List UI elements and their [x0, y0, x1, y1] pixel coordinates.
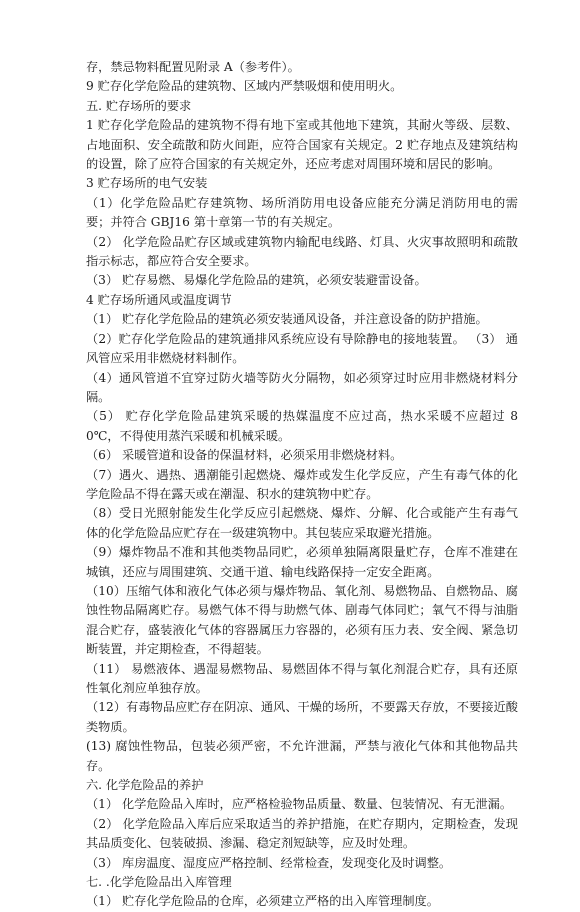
subsection-heading: 3 贮存场所的电气安装: [86, 176, 208, 191]
paragraph: （9）爆炸物品不准和其他类物品同贮，必须单独隔离限量贮存，仓库不准建在城镇，还应与周围建筑、交通干道、输电线路保持一定安全距离。: [86, 545, 518, 579]
subsection-heading: 4 贮存场所通风或温度调节: [86, 292, 232, 307]
paragraph: 1 贮存化学危险品的建筑物不得有地下室或其他地下建筑，其耐火等级、层数、占地面积、安全疏散和防火间距，应符合国家有关规定。2 贮存地点及建筑结构的设置，除了应符合国家的有关规定外，还应考虑对周围环境和居民的影响。: [86, 118, 518, 172]
paragraph: （2） 化学危险品入库后应采取适当的养护措施，在贮存期内，定期检查，发现其品质变化、包装破损、渗漏、稳定剂短缺等，应及时处理。: [86, 816, 518, 851]
paragraph: （1） 化学危险品入库时，应严格检验物品质量、数量、包装情况、有无泄漏。: [86, 797, 513, 812]
paragraph: （1）化学危险品贮存建筑物、场所消防用电设备应能充分满足消防用电的需要；并符合 GBJ16 第十章第一节的有关规定。: [86, 195, 518, 230]
paragraph: （3） 库房温度、湿度应严格控制、经常检查，发现变化及时调整。: [86, 855, 452, 870]
paragraph: （2）贮存化学危险品的建筑通排风系统应设有导除静电的接地装置。 （3） 通风管应采用非燃烧材料制作。: [86, 331, 518, 366]
paragraph: （7）遇火、遇热、遇潮能引起燃烧、爆炸或发生化学反应，产生有毒气体的化学危险品不得在露天或在潮湿、积水的建筑物中贮存。: [86, 467, 518, 501]
paragraph: （12）有毒物品应贮存在阴凉、通风、干燥的场所，不要露天存放，不要接近酸类物质。: [86, 700, 518, 734]
paragraph: （5） 贮存化学危险品建筑采暖的热媒温度不应过高，热水采暖不应超过 80℃，不得使用蒸汽采暖和机械采暖。: [86, 409, 518, 443]
paragraph: （1） 贮存化学危险品的仓库，必须建立严格的出入库管理制度。: [86, 894, 439, 909]
section-heading: 六. 化学危险品的养护: [86, 778, 204, 793]
paragraph: （4）通风管道不宜穿过防火墙等防火分隔物，如必须穿过时应用非燃烧材料分隔。: [86, 370, 518, 404]
paragraph: （2） 化学危险品贮存区域或建筑物内输配电线路、灯具、火灾事故照明和疏散指示标志，都应符合安全要求。: [86, 234, 518, 269]
paragraph: （8）受日光照射能发生化学反应引起燃烧、爆炸、分解、化合或能产生有毒气体的化学危险品应贮存在一级建筑物中。其包装应采取避光措施。: [86, 506, 518, 540]
paragraph: (13) 腐蚀性物品，包装必须严密，不允许泄漏，严禁与液化气体和其他物品共存。: [86, 739, 518, 773]
paragraph: 9 贮存化学危险品的建筑物、区域内严禁吸烟和使用明火。: [86, 79, 403, 94]
section-heading: 五. 贮存场所的要求: [86, 98, 192, 113]
paragraph: （11） 易燃液体、遇湿易燃物品、易燃固体不得与氧化剂混合贮存，具有还原性氧化剂应单独存放。: [86, 661, 518, 695]
paragraph: （1） 贮存化学危险品的建筑必须安装通风设备，并注意设备的防护措施。: [86, 312, 488, 327]
paragraph: （3） 贮存易燃、易爆化学危险品的建筑，必须安装避雷设备。: [86, 273, 427, 288]
paragraph: （10）压缩气体和液化气体必须与爆炸物品、氧化剂、易燃物品、自燃物品、腐蚀性物品隔离贮存。易燃气体不得与助燃气体、剧毒气体同贮；氧气不得与油脂混合贮存，盛装液化气体的容器属压力容器的，必须有压力表、安全阀、紧急切断装置，并定期检查，不得超装。: [86, 583, 518, 657]
section-heading: 七. .化学危险品出入库管理: [86, 875, 232, 890]
paragraph: （6） 采暖管道和设备的保温材料，必须采用非燃烧材料。: [86, 448, 403, 463]
paragraph: 存，禁忌物料配置见附录 A（参考件）。: [86, 60, 300, 74]
